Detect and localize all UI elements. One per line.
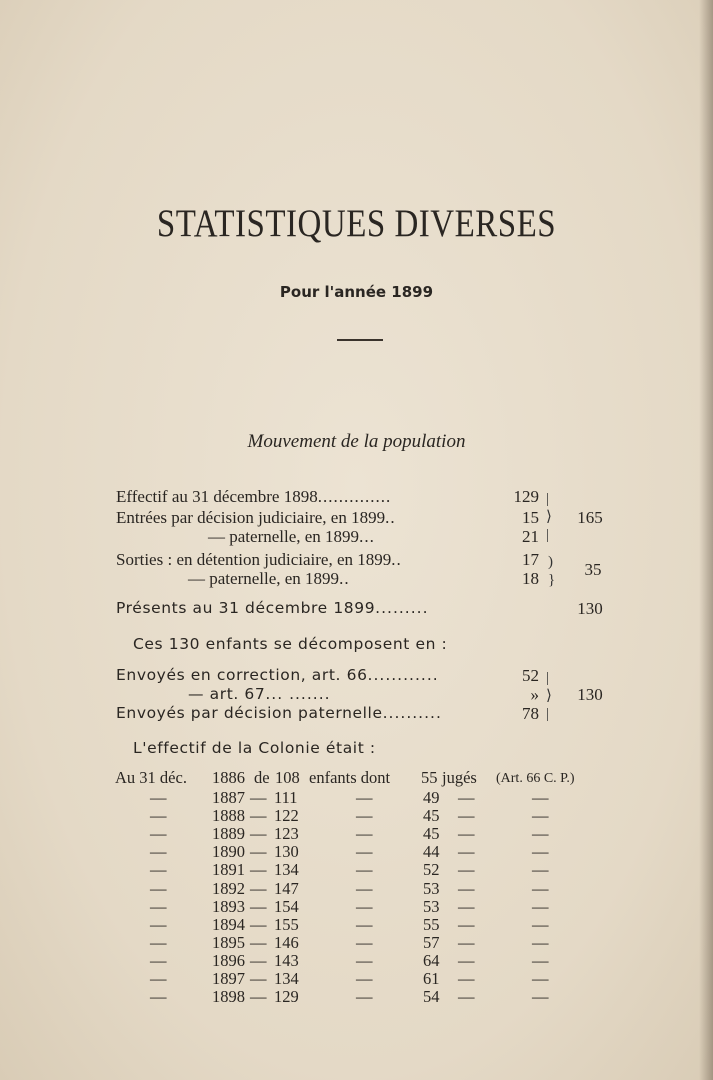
- row-year: 1890: [212, 842, 245, 862]
- row-year: 1889: [212, 824, 245, 844]
- row-dash-art: —: [532, 969, 549, 988]
- block2-value-2: 18: [522, 569, 539, 588]
- decompose-line: Ces 130 enfants se décomposent en :: [133, 635, 448, 653]
- row-label: Présents au 31 décembre 1899: [116, 599, 376, 617]
- row-dash-lead: —: [150, 824, 167, 844]
- row-year: 1887: [212, 788, 245, 807]
- row-dash-lead: —: [150, 860, 167, 880]
- row-dash-art: —: [532, 824, 549, 844]
- table-header-year: 1886: [212, 768, 245, 787]
- page-edge-shadow: [699, 0, 713, 1080]
- row-dash: —: [250, 969, 267, 988]
- row-dash-juges: —: [458, 896, 475, 916]
- block3-row-1: [116, 665, 439, 685]
- row-dash-juges: —: [458, 878, 475, 898]
- row-year: 1888: [212, 806, 245, 826]
- block3-total: 130: [577, 685, 603, 704]
- presents-total: 130: [577, 599, 603, 618]
- table-header-count: 108: [275, 768, 300, 787]
- row-dash-art: —: [532, 932, 549, 952]
- row-dash-lead: —: [150, 914, 167, 934]
- row-dash-art: —: [532, 987, 549, 1007]
- block1-row-2: [116, 508, 396, 528]
- section-heading: Mouvement de la population: [247, 431, 466, 452]
- row-dash-enfants: —: [356, 878, 373, 898]
- row-dash-art: —: [532, 950, 549, 970]
- row-year: 1893: [212, 896, 245, 916]
- row-dash-enfants: —: [356, 932, 373, 952]
- row-dots: ..............: [317, 487, 392, 506]
- block3-value-3: 78: [522, 704, 539, 723]
- row-dash: —: [250, 788, 267, 807]
- block3-value-1: 52: [522, 666, 539, 685]
- row-juges: 57: [423, 932, 440, 952]
- row-dash-lead: —: [150, 878, 167, 898]
- block3-row-3: [116, 703, 442, 723]
- row-juges: 52: [423, 860, 440, 880]
- row-dash-art: —: [532, 896, 549, 916]
- row-dots: ..........: [382, 704, 442, 722]
- block1-total: 165: [577, 508, 603, 527]
- row-dash: —: [250, 896, 267, 916]
- row-count: 130: [274, 842, 299, 862]
- row-dots: ...: [359, 527, 375, 546]
- row-count: 143: [274, 950, 299, 970]
- row-dash-enfants: —: [356, 896, 373, 916]
- block2-row-1: [116, 550, 402, 570]
- row-dots: ..: [339, 569, 350, 588]
- row-dash-lead: —: [150, 896, 167, 916]
- row-dash-enfants: —: [356, 860, 373, 880]
- row-dash: —: [250, 842, 267, 862]
- row-dots: ... .......: [265, 685, 331, 703]
- row-dots: ..: [391, 550, 402, 569]
- row-juges: 53: [423, 896, 440, 916]
- row-count: 134: [274, 860, 299, 880]
- row-dash-juges: —: [458, 788, 475, 807]
- row-dash-enfants: —: [356, 987, 373, 1007]
- row-dash-enfants: —: [356, 969, 373, 988]
- row-dash-enfants: —: [356, 914, 373, 934]
- block1-value-1: 129: [513, 487, 539, 506]
- divider-rule: [337, 339, 383, 341]
- row-dash: —: [250, 914, 267, 934]
- row-year: 1898: [212, 987, 245, 1007]
- row-label: Envoyés en correction, art. 66: [116, 666, 368, 684]
- row-dash: —: [250, 932, 267, 952]
- block2-value-1: 17: [522, 550, 539, 569]
- row-year: 1891: [212, 860, 245, 880]
- row-dash-juges: —: [458, 824, 475, 844]
- row-dash-art: —: [532, 788, 549, 807]
- row-dash-enfants: —: [356, 788, 373, 807]
- row-dash-juges: —: [458, 969, 475, 988]
- block1-value-2: 15: [522, 508, 539, 527]
- row-dash-art: —: [532, 860, 549, 880]
- row-dash: —: [250, 806, 267, 826]
- brace-icon: | ⟩ |: [546, 670, 552, 722]
- row-dash-art: —: [532, 842, 549, 862]
- row-year: 1892: [212, 878, 245, 898]
- row-label: — art. 67: [188, 685, 266, 703]
- row-dash: —: [250, 878, 267, 898]
- row-dash-juges: —: [458, 860, 475, 880]
- row-dash-lead: —: [150, 987, 167, 1007]
- table-header-enfants: enfants dont: [309, 768, 391, 787]
- row-dash-lead: —: [150, 969, 167, 988]
- row-label: Sorties : en détention judiciaire, en 1899: [116, 550, 392, 569]
- table-header-prefix: Au 31 déc.: [115, 768, 187, 787]
- row-label: Envoyés par décision paternelle: [116, 704, 383, 722]
- row-juges: 55: [423, 914, 440, 934]
- block3-row-2: [188, 684, 331, 704]
- page-title: STATISTIQUES DIVERSES: [156, 203, 557, 246]
- row-count: 123: [274, 824, 299, 844]
- brace-icon: | ⟩ |: [546, 491, 552, 543]
- row-dash-juges: —: [458, 806, 475, 826]
- row-label: — paternelle, en 1899: [188, 569, 340, 588]
- row-juges: 49: [423, 788, 440, 807]
- block1-row-1: [116, 487, 391, 507]
- row-count: 155: [274, 914, 299, 934]
- row-year: 1895: [212, 932, 245, 952]
- row-juges: 54: [423, 987, 440, 1007]
- row-juges: 53: [423, 878, 440, 898]
- row-juges: 61: [423, 969, 440, 988]
- row-year: 1894: [212, 914, 245, 934]
- row-label: Entrées par décision judiciaire, en 1899: [116, 508, 386, 527]
- row-count: 134: [274, 969, 299, 988]
- table-header-juges-count: 55: [421, 768, 438, 787]
- row-dash-art: —: [532, 878, 549, 898]
- row-count: 111: [274, 788, 298, 807]
- row-count: 146: [274, 932, 299, 952]
- row-dash-lead: —: [150, 788, 167, 807]
- row-dash-enfants: —: [356, 824, 373, 844]
- block2-row-2: [188, 569, 350, 589]
- row-dash-juges: —: [458, 950, 475, 970]
- row-dash-art: —: [532, 914, 549, 934]
- row-dash-art: —: [532, 806, 549, 826]
- row-dash: —: [250, 950, 267, 970]
- row-dash: —: [250, 987, 267, 1007]
- row-dash-lead: —: [150, 932, 167, 952]
- block1-value-3: 21: [522, 527, 539, 546]
- row-count: 147: [274, 878, 299, 898]
- row-year: 1896: [212, 950, 245, 970]
- row-dash-enfants: —: [356, 842, 373, 862]
- brace-icon: ) }: [548, 554, 556, 588]
- row-dash: —: [250, 860, 267, 880]
- row-count: 129: [274, 987, 299, 1007]
- row-count: 154: [274, 896, 299, 916]
- row-label: — paternelle, en 1899: [208, 527, 360, 546]
- row-year: 1897: [212, 969, 245, 988]
- row-dash-enfants: —: [356, 806, 373, 826]
- block3-value-2: »: [530, 685, 539, 704]
- page-subtitle: Pour l'année 1899: [279, 283, 434, 301]
- row-dash-enfants: —: [356, 950, 373, 970]
- row-dash-lead: —: [150, 950, 167, 970]
- table-header-de: de: [254, 768, 270, 787]
- row-dash-juges: —: [458, 842, 475, 862]
- row-juges: 45: [423, 806, 440, 826]
- block2-total: 35: [584, 560, 602, 579]
- table-header-art: (Art. 66 C. P.): [496, 771, 575, 786]
- row-label: Effectif au 31 décembre 1898: [116, 487, 318, 506]
- row-dash: —: [250, 824, 267, 844]
- row-juges: 44: [423, 842, 440, 862]
- row-count: 122: [274, 806, 299, 826]
- row-dots: ..: [385, 508, 396, 527]
- presents-row: [116, 598, 429, 618]
- row-dash-juges: —: [458, 932, 475, 952]
- row-dash-juges: —: [458, 914, 475, 934]
- table-header-juges: jugés: [442, 768, 477, 787]
- block1-row-3: [208, 527, 375, 547]
- effectif-intro: L'effectif de la Colonie était :: [133, 739, 376, 757]
- row-juges: 64: [423, 950, 440, 970]
- row-dots: .........: [375, 599, 429, 617]
- row-dash-juges: —: [458, 987, 475, 1007]
- row-dash-lead: —: [150, 842, 167, 862]
- row-juges: 45: [423, 824, 440, 844]
- row-dash-lead: —: [150, 806, 167, 826]
- row-dots: ............: [367, 666, 439, 684]
